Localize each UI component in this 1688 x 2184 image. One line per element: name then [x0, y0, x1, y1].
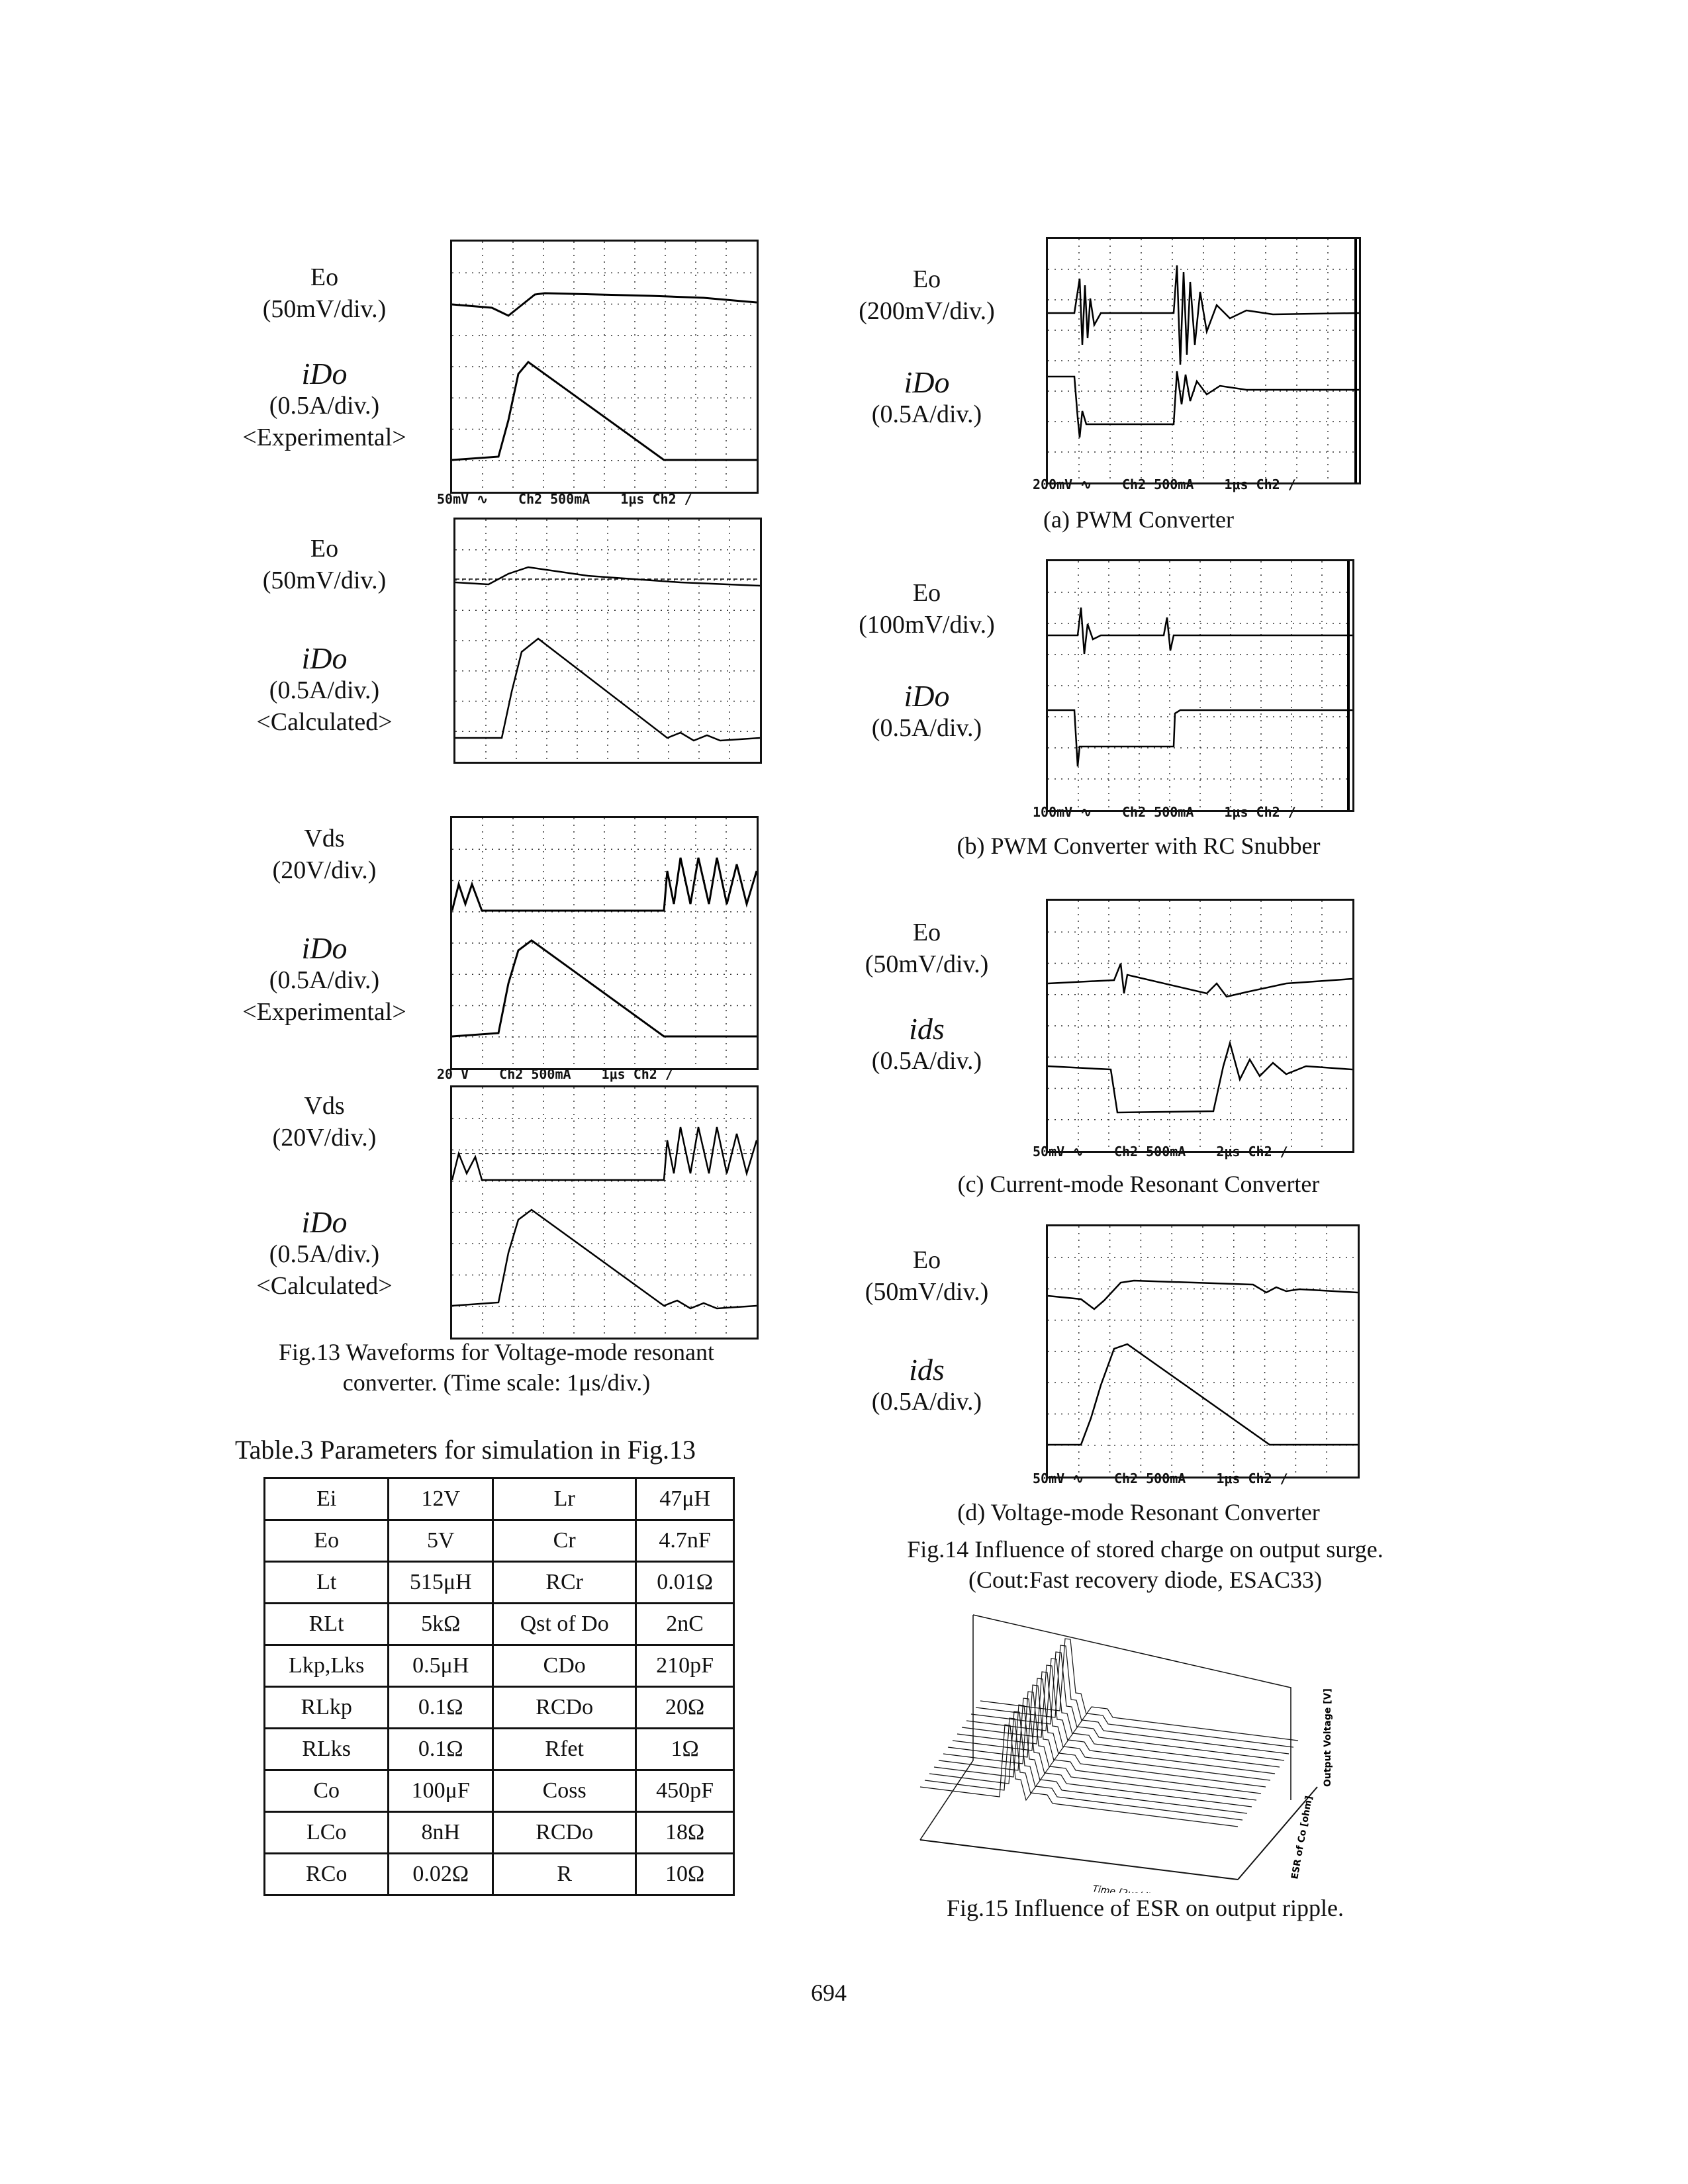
- table-row: [265, 1479, 734, 1520]
- table-cell: 20Ω: [636, 1687, 734, 1729]
- table-cell: 0.02Ω: [389, 1854, 493, 1895]
- fig13-scope-3: [450, 816, 759, 1070]
- table3-title: Table.3 Parameters for simulation in Fig.13: [235, 1435, 696, 1465]
- table-row: [265, 1812, 734, 1854]
- scale-label: (0.5A/div.): [269, 392, 380, 420]
- table-cell: Ei: [265, 1479, 389, 1520]
- table-cell: 0.1Ω: [389, 1729, 493, 1770]
- surface-trace: [948, 1685, 1266, 1787]
- fig13-caption: Fig.13 Waveforms for Voltage-mode resonant converter. (Time scale: 1μs/div.): [279, 1339, 714, 1396]
- fig14c-caption: (c) Current-mode Resonant Converter: [957, 1171, 1320, 1197]
- fig14b-caption: (b) PWM Converter with RC Snubber: [957, 833, 1321, 859]
- table-cell: Qst of Do: [493, 1604, 636, 1645]
- fig14c-status: 50mV ∿ Ch2 500mA 2μs Ch2 ∕: [1033, 1144, 1288, 1160]
- scale-label: (50mV/div.): [262, 295, 387, 323]
- signal-label: iDo: [301, 931, 348, 965]
- table-cell: CDo: [493, 1645, 636, 1687]
- table-cell: 8nH: [389, 1812, 493, 1854]
- signal-label: iDo: [904, 679, 950, 713]
- scale-label: (0.5A/div.): [269, 966, 380, 994]
- signal-label: Eo: [310, 535, 339, 563]
- table-cell: 0.5μH: [389, 1645, 493, 1687]
- fig14c-scope: [1046, 899, 1354, 1153]
- table-cell: Coss: [493, 1770, 636, 1812]
- surface-trace: [976, 1645, 1293, 1747]
- signal-label: Eo: [912, 919, 941, 946]
- fig13-scope-4: [450, 1085, 759, 1340]
- signal-label: Eo: [912, 579, 941, 607]
- table-cell: 5V: [389, 1520, 493, 1562]
- table-cell: 515μH: [389, 1562, 493, 1604]
- signal-label: Eo: [912, 1246, 941, 1274]
- scale-label: (200mV/div.): [859, 297, 995, 325]
- scale-label: (0.5A/div.): [871, 714, 982, 742]
- fig13-p4-labels: [225, 1090, 424, 1302]
- table-cell: Eo: [265, 1520, 389, 1562]
- table-cell: R: [493, 1854, 636, 1895]
- table-cell: RCr: [493, 1562, 636, 1604]
- surface-trace: [934, 1705, 1252, 1807]
- table-cell: 18Ω: [636, 1812, 734, 1854]
- scale-label: (50mV/div.): [865, 950, 989, 978]
- surface-trace: [966, 1659, 1284, 1760]
- surface-trace: [925, 1718, 1243, 1820]
- signal-label: Eo: [912, 265, 941, 293]
- table-cell: 5kΩ: [389, 1604, 493, 1645]
- table-cell: Rfet: [493, 1729, 636, 1770]
- table-cell: 4.7nF: [636, 1520, 734, 1562]
- table-cell: 100μF: [389, 1770, 493, 1812]
- fig15-3d-plot: [894, 1588, 1357, 1893]
- table-cell: Lt: [265, 1562, 389, 1604]
- fig14b-scope: [1046, 559, 1354, 812]
- fig13-status-3: 20 V Ch2 500mA 1μs Ch2 ∕: [437, 1066, 673, 1082]
- note-label: <Calculated>: [256, 708, 393, 736]
- scale-label: (0.5A/div.): [871, 1047, 982, 1075]
- signal-label: ids: [909, 1353, 945, 1387]
- table-cell: 1Ω: [636, 1729, 734, 1770]
- signal-label: iDo: [301, 357, 348, 390]
- table-row: [265, 1687, 734, 1729]
- fig14d-labels: [834, 1244, 1019, 1418]
- surface-trace: [943, 1692, 1261, 1794]
- surface-trace: [929, 1711, 1247, 1813]
- fig14d-status: 50mV ∿ Ch2 500mA 1μs Ch2 ∕: [1033, 1471, 1288, 1486]
- fig13-scope-2: [453, 518, 762, 764]
- scale-label: (0.5A/div.): [269, 676, 380, 704]
- table-cell: Cr: [493, 1520, 636, 1562]
- table-cell: LCo: [265, 1812, 389, 1854]
- fig14-caption: Fig.14 Influence of stored charge on output surge. (Cout:Fast recovery diode, ESAC33): [907, 1536, 1383, 1593]
- surface-trace: [971, 1652, 1289, 1754]
- fig13-p2-labels: [225, 533, 424, 738]
- fig14a-scope: [1046, 237, 1361, 484]
- scale-label: (0.5A/div.): [871, 400, 982, 428]
- table-row: [265, 1729, 734, 1770]
- surface-trace: [962, 1665, 1280, 1767]
- table-cell: RCDo: [493, 1687, 636, 1729]
- signal-label: iDo: [301, 641, 348, 675]
- table-cell: RCo: [265, 1854, 389, 1895]
- fig14d-scope: [1046, 1224, 1360, 1479]
- table-cell: RLks: [265, 1729, 389, 1770]
- fig15-caption: Fig.15 Influence of ESR on output ripple.: [947, 1895, 1344, 1921]
- table-row: [265, 1854, 734, 1895]
- surface-trace: [920, 1725, 1238, 1827]
- table-cell: 47μH: [636, 1479, 734, 1520]
- fig14a-caption: (a) PWM Converter: [1043, 506, 1234, 533]
- table-row: [265, 1770, 734, 1812]
- scale-label: (50mV/div.): [865, 1278, 989, 1306]
- table-cell: 210pF: [636, 1645, 734, 1687]
- surface-trace: [980, 1639, 1298, 1741]
- fig13-scope-1: [450, 240, 759, 494]
- table-cell: RCDo: [493, 1812, 636, 1854]
- scale-label: (0.5A/div.): [871, 1388, 982, 1416]
- table-row: [265, 1645, 734, 1687]
- surface-trace: [939, 1698, 1256, 1800]
- fig13-p1-labels: [225, 261, 424, 453]
- note-label: <Experimental>: [242, 998, 406, 1026]
- table-cell: RLkp: [265, 1687, 389, 1729]
- fig14b-status: 100mV ∿ Ch2 500mA 1μs Ch2 ∕: [1033, 804, 1296, 820]
- fig14b-labels: [834, 577, 1019, 744]
- fig14d-caption: (d) Voltage-mode Resonant Converter: [957, 1499, 1320, 1525]
- table-row: [265, 1604, 734, 1645]
- signal-label: Eo: [310, 263, 339, 291]
- table-cell: RLt: [265, 1604, 389, 1645]
- table-cell: 0.1Ω: [389, 1687, 493, 1729]
- table-cell: 0.01Ω: [636, 1562, 734, 1604]
- fig14c-labels: [834, 917, 1019, 1077]
- esr-axis-label: ESR of Co [ohm]: [1289, 1795, 1315, 1880]
- table-row: [265, 1520, 734, 1562]
- signal-label: Vds: [304, 1092, 345, 1120]
- table-cell: 450pF: [636, 1770, 734, 1812]
- scale-label: (50mV/div.): [262, 567, 387, 594]
- signal-label: iDo: [301, 1205, 348, 1239]
- time-axis-label: [1092, 1884, 1161, 1893]
- voltage-axis-label: Output Voltage [V]: [1323, 1688, 1333, 1787]
- note-label: <Calculated>: [256, 1272, 393, 1300]
- scale-label: (20V/div.): [272, 1124, 377, 1152]
- table-cell: Lkp,Lks: [265, 1645, 389, 1687]
- table-cell: 2nC: [636, 1604, 734, 1645]
- scale-label: (100mV/div.): [859, 611, 995, 639]
- table-row: [265, 1562, 734, 1604]
- fig14a-status: 200mV ∿ Ch2 500mA 1μs Ch2 ∕: [1033, 477, 1296, 492]
- signal-label: iDo: [904, 365, 950, 399]
- fig13-status-1: 50mV ∿ Ch2 500mA 1μs Ch2 ∕: [437, 491, 692, 507]
- surface-trace: [953, 1678, 1270, 1780]
- table-cell: Co: [265, 1770, 389, 1812]
- page-number: 694: [811, 1979, 847, 2006]
- note-label: <Experimental>: [242, 424, 406, 451]
- scale-label: (20V/div.): [272, 856, 377, 884]
- fig13-p3-labels: [225, 823, 424, 1028]
- signal-label: Vds: [304, 825, 345, 852]
- fig14a-labels: [834, 263, 1019, 430]
- table-cell: 12V: [389, 1479, 493, 1520]
- scale-label: (0.5A/div.): [269, 1240, 380, 1268]
- signal-label: ids: [909, 1012, 945, 1046]
- table3: [263, 1477, 735, 1896]
- table-cell: 10Ω: [636, 1854, 734, 1895]
- table-cell: Lr: [493, 1479, 636, 1520]
- surface-trace: [957, 1672, 1275, 1774]
